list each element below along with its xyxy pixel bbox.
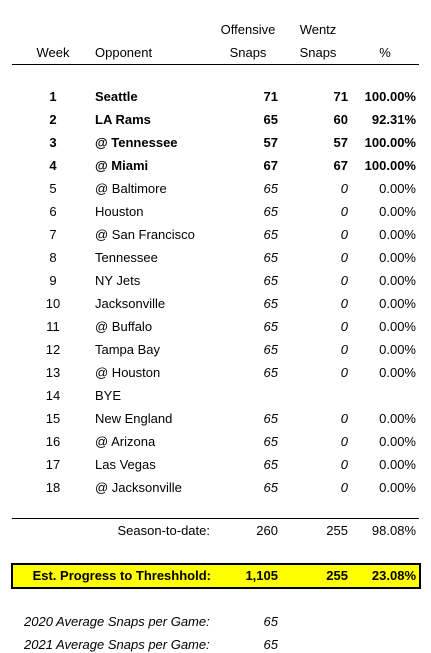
estimate-offensive-snaps: 1,105	[245, 568, 278, 583]
offensive-snaps-cell: 65	[263, 204, 278, 219]
week-cell: 7	[49, 227, 57, 242]
percent-cell: 0.00%	[379, 319, 416, 334]
table-row	[0, 292, 431, 315]
opponent-cell: @ Miami	[95, 158, 149, 173]
table-row	[0, 361, 431, 384]
wentz-snaps-cell: 0	[340, 204, 348, 219]
percent-cell: 0.00%	[379, 365, 416, 380]
offensive-snaps-cell: 65	[263, 319, 278, 334]
header-offensive-line1: Offensive	[220, 22, 276, 37]
opponent-cell: New England	[95, 411, 173, 426]
percent-cell: 0.00%	[379, 434, 416, 449]
table-row	[0, 407, 431, 430]
week-cell: 18	[45, 480, 61, 495]
wentz-snaps-cell: 0	[340, 273, 348, 288]
table-row	[0, 200, 431, 223]
table-row	[0, 223, 431, 246]
avg-2020-value: 65	[263, 614, 278, 629]
table-row	[0, 269, 431, 292]
table-row	[0, 177, 431, 200]
header-wentz-line1: Wentz	[299, 22, 337, 37]
wentz-snaps-cell: 0	[340, 365, 348, 380]
week-cell: 1	[49, 89, 57, 104]
week-cell: 17	[45, 457, 61, 472]
week-cell: 11	[46, 319, 60, 334]
percent-cell: 0.00%	[379, 250, 416, 265]
estimated-progress-row	[11, 563, 421, 589]
wentz-snaps-cell: 0	[340, 434, 348, 449]
estimate-percent: 23.08%	[371, 568, 416, 583]
opponent-cell: LA Rams	[95, 112, 151, 127]
opponent-cell: Jacksonville	[95, 296, 166, 311]
opponent-cell: @ Houston	[95, 365, 161, 380]
offensive-snaps-cell: 71	[263, 89, 278, 104]
avg-2020-label: 2020 Average Snaps per Game:	[24, 614, 210, 629]
wentz-snaps-cell: 0	[340, 250, 348, 265]
offensive-snaps-cell: 65	[263, 457, 278, 472]
offensive-snaps-cell: 65	[263, 365, 278, 380]
season-offensive-snaps: 260	[256, 523, 278, 538]
table-row	[0, 315, 431, 338]
percent-cell: 0.00%	[379, 411, 416, 426]
wentz-snaps-cell: 0	[340, 411, 348, 426]
opponent-cell: BYE	[95, 388, 122, 403]
wentz-snaps-cell: 0	[340, 296, 348, 311]
table-row	[0, 108, 431, 131]
opponent-cell: @ Jacksonville	[95, 480, 182, 495]
offensive-snaps-cell: 65	[263, 342, 278, 357]
header-offensive-line2: Snaps	[229, 45, 267, 60]
offensive-snaps-cell: 67	[263, 158, 278, 173]
wentz-snaps-cell: 0	[340, 227, 348, 242]
offensive-snaps-cell: 65	[263, 480, 278, 495]
offensive-snaps-cell: 65	[263, 250, 278, 265]
table-row	[0, 131, 431, 154]
season-percent: 98.08%	[371, 523, 416, 538]
wentz-snaps-cell: 0	[340, 181, 348, 196]
offensive-snaps-cell: 65	[263, 411, 278, 426]
estimate-wentz-snaps: 255	[326, 568, 348, 583]
percent-cell: 0.00%	[379, 457, 416, 472]
week-cell: 8	[49, 250, 57, 265]
estimate-label: Est. Progress to Threshhold:	[32, 568, 211, 583]
percent-cell: 0.00%	[379, 342, 416, 357]
opponent-cell: Las Vegas	[95, 457, 156, 472]
percent-cell: 0.00%	[379, 204, 416, 219]
table-row	[0, 85, 431, 108]
season-to-date-label: Season-to-date:	[117, 523, 210, 538]
table-row	[0, 430, 431, 453]
season-wentz-snaps: 255	[326, 523, 348, 538]
week-cell: 12	[45, 342, 61, 357]
wentz-snaps-cell: 0	[340, 319, 348, 334]
opponent-cell: Seattle	[95, 89, 138, 104]
header-wentz-line2: Snaps	[299, 45, 337, 60]
header-rule	[12, 64, 419, 65]
table-row	[0, 384, 431, 407]
percent-cell: 100.00%	[364, 89, 416, 104]
percent-cell: 100.00%	[364, 158, 416, 173]
opponent-cell: @ Baltimore	[95, 181, 167, 196]
percent-cell: 0.00%	[379, 296, 416, 311]
percent-cell: 0.00%	[379, 273, 416, 288]
wentz-snaps-cell: 0	[340, 457, 348, 472]
percent-cell: 0.00%	[379, 181, 416, 196]
opponent-cell: @ San Francisco	[95, 227, 195, 242]
wentz-snaps-cell: 67	[333, 158, 348, 173]
percent-cell: 0.00%	[379, 227, 416, 242]
week-cell: 15	[45, 411, 61, 426]
offensive-snaps-cell: 65	[263, 181, 278, 196]
opponent-cell: @ Buffalo	[95, 319, 153, 334]
week-cell: 5	[49, 181, 57, 196]
opponent-cell: Houston	[95, 204, 144, 219]
offensive-snaps-cell: 57	[263, 135, 278, 150]
opponent-cell: Tennessee	[95, 250, 158, 265]
header-week: Week	[36, 45, 70, 60]
week-cell: 10	[45, 296, 61, 311]
table-row	[0, 453, 431, 476]
opponent-cell: NY Jets	[95, 273, 141, 288]
header-opponent: Opponent	[95, 45, 153, 60]
table-row	[0, 154, 431, 177]
wentz-snaps-cell: 60	[333, 112, 348, 127]
table-row	[0, 476, 431, 499]
offensive-snaps-cell: 65	[263, 227, 278, 242]
avg-2021-value: 65	[263, 637, 278, 652]
week-cell: 2	[49, 112, 57, 127]
header-percent: %	[379, 45, 391, 60]
offensive-snaps-cell: 65	[263, 273, 278, 288]
opponent-cell: @ Arizona	[95, 434, 156, 449]
offensive-snaps-cell: 65	[263, 112, 278, 127]
percent-cell: 92.31%	[371, 112, 416, 127]
table-row	[0, 338, 431, 361]
percent-cell: 100.00%	[364, 135, 416, 150]
percent-cell: 0.00%	[379, 480, 416, 495]
table-row	[0, 246, 431, 269]
week-cell: 16	[45, 434, 61, 449]
offensive-snaps-cell: 65	[263, 434, 278, 449]
wentz-snaps-cell: 57	[333, 135, 348, 150]
wentz-snaps-cell: 0	[340, 480, 348, 495]
avg-2021-label: 2021 Average Snaps per Game:	[24, 637, 210, 652]
week-cell: 9	[49, 273, 57, 288]
totals-rule	[12, 518, 419, 519]
wentz-snaps-cell: 71	[333, 89, 348, 104]
week-cell: 13	[45, 365, 61, 380]
opponent-cell: Tampa Bay	[95, 342, 161, 357]
week-cell: 3	[49, 135, 57, 150]
opponent-cell: @ Tennessee	[95, 135, 178, 150]
week-cell: 4	[49, 158, 57, 173]
wentz-snaps-cell: 0	[340, 342, 348, 357]
offensive-snaps-cell: 65	[263, 296, 278, 311]
week-cell: 6	[49, 204, 57, 219]
week-cell: 14	[45, 388, 61, 403]
